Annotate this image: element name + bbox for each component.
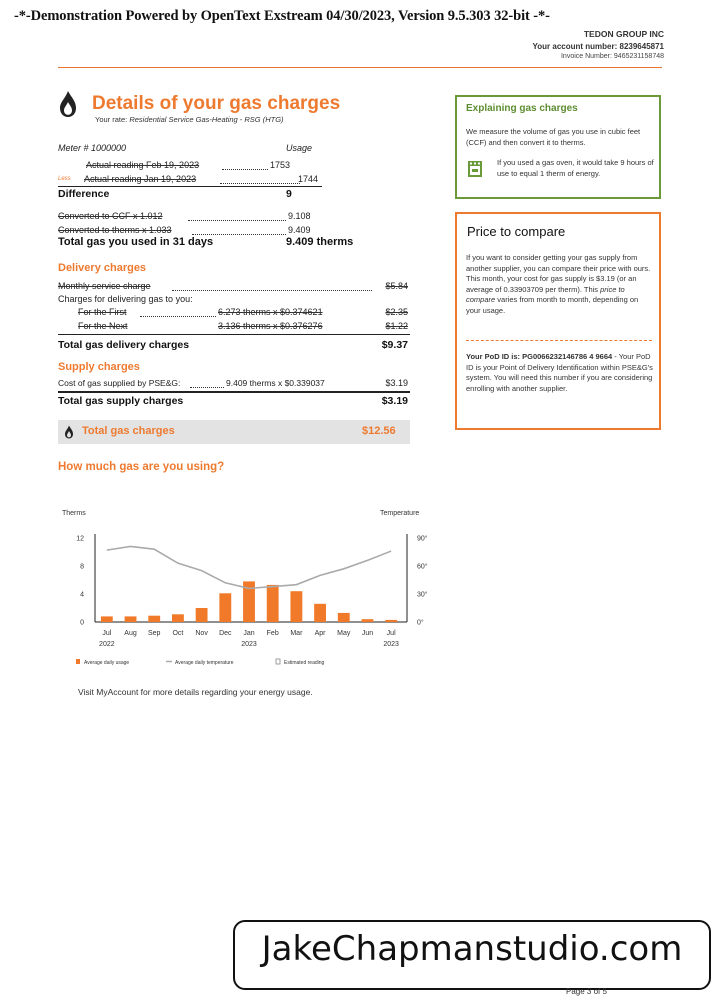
explaining-text: We measure the volume of gas you use in cubic feet (CCF) and then convert it to therms.: [466, 127, 641, 147]
supply-total-label: Total gas supply charges: [58, 395, 184, 407]
y-tick-label: 8: [80, 563, 84, 571]
y2-axis-label: Temperature: [380, 510, 420, 517]
header-divider: [58, 67, 662, 68]
bar-sep-2: [148, 616, 160, 622]
invoice-value: 9465231158748: [613, 53, 664, 60]
reading-2-label: Actual reading Jan 19, 2023: [84, 174, 197, 184]
monthly-service-value: $5.84: [385, 281, 408, 291]
first-tier-label: For the First: [78, 307, 127, 317]
bar-oct-3: [172, 614, 184, 622]
bar-jul-0: [101, 616, 113, 622]
page-number: Page 3 of 5: [566, 987, 607, 996]
leader-dots: [172, 290, 372, 291]
gas-flame-icon: [58, 90, 78, 118]
rate-label: Your rate:: [95, 115, 128, 124]
pod-label: Your PoD ID is: PG0066232146786 4 9664: [466, 352, 613, 361]
gas-flame-small-icon: [64, 425, 74, 439]
less-label: Less: [58, 176, 71, 182]
first-tier-value: $2.35: [385, 307, 408, 317]
bar-jun-11: [362, 619, 374, 622]
demo-banner: -*-Demonstration Powered by OpenText Exstream 04/30/2023, Version 9.5.303 32-bit -*-: [14, 8, 550, 24]
charges-for-label: Charges for delivering gas to you:: [58, 294, 193, 304]
supply-heading: Supply charges: [58, 361, 140, 373]
x-tick-label: May: [337, 630, 351, 637]
reading-1-value: 1753: [270, 160, 291, 170]
account-label: Your account number:: [532, 42, 618, 51]
x-tick-label: Apr: [314, 630, 326, 637]
y2-tick-label: 30°: [417, 591, 428, 599]
usage-header: Usage: [286, 143, 313, 153]
bar-apr-9: [314, 604, 326, 622]
bar-mar-8: [290, 591, 302, 622]
supply-cost-label: Cost of gas supplied by PSE&G:: [58, 378, 181, 388]
price-compare-box: [455, 212, 661, 430]
bar-feb-7: [267, 585, 279, 622]
next-tier-label: For the Next: [78, 321, 128, 331]
x-tick-label: Jun: [361, 630, 374, 637]
x-tick-label: Jan: [243, 630, 255, 637]
x-tick-label: Nov: [195, 630, 208, 637]
legend-estimated-label: Estimated reading: [284, 660, 325, 666]
x-tick-label: Oct: [172, 630, 184, 637]
subtotal-rule: [58, 186, 322, 187]
invoice-number: [561, 53, 664, 60]
pod-text: [466, 352, 654, 394]
dashed-divider: [466, 340, 652, 341]
monthly-service-label: Monthly service charge: [58, 281, 151, 291]
oven-icon: [467, 160, 483, 178]
difference-label: Difference: [58, 188, 110, 200]
supply-cost-value: $3.19: [385, 378, 408, 388]
bar-dec-5: [219, 593, 231, 622]
usage-question-heading: How much gas are you using?: [58, 461, 225, 473]
y2-tick-label: 60°: [417, 563, 428, 571]
delivery-total-label: Total gas delivery charges: [58, 339, 190, 351]
next-tier-value: $1.22: [385, 321, 408, 331]
usage-chart: [58, 500, 448, 675]
ccf-label: Converted to CCF x 1.012: [58, 211, 163, 221]
account-number: [533, 42, 664, 51]
total-used-number: 9.409: [286, 236, 314, 248]
difference-value: 9: [286, 188, 292, 200]
y2-tick-label: 0°: [417, 619, 424, 627]
reading-1-label: Actual reading Feb 19, 2023: [86, 160, 200, 170]
x-tick-label: Aug: [124, 630, 137, 637]
leader-dots: [188, 220, 286, 221]
total-charges-value: $12.56: [362, 425, 396, 437]
y2-tick-label: 90°: [417, 535, 428, 543]
price-compare-emph: price to compare: [466, 284, 625, 304]
supply-total-value: $3.19: [381, 395, 408, 407]
legend-temp-label: Average daily temperature: [175, 660, 234, 666]
delivery-total-value: $9.37: [381, 339, 408, 351]
price-compare-text-2: varies from month to month, depending on your usage.: [466, 295, 639, 315]
legend-usage-label: Average daily usage: [84, 660, 130, 666]
rate-value: Residential Service Gas-Heating - RSG (HTG): [129, 115, 284, 124]
leader-dots: [190, 387, 224, 388]
supply-cost-calc: 9.409 therms x $0.339037: [226, 378, 325, 388]
leader-dots: [192, 234, 286, 235]
total-used-unit: therms: [316, 236, 354, 248]
reading-2-value: 1744: [297, 174, 318, 184]
total-used-value: [286, 236, 353, 248]
bar-may-10: [338, 613, 350, 622]
y-tick-label: 12: [76, 535, 84, 543]
explaining-tip: If you used a gas oven, it would take 9 hours of use to equal 1 therm of energy.: [497, 158, 654, 178]
bar-jul-12: [385, 620, 397, 622]
company-name: TEDON GROUP INC: [583, 29, 664, 39]
price-compare-title: Price to compare: [467, 224, 566, 239]
supply-rule: [58, 391, 410, 393]
first-tier-calc: 6.273 therms x $0.374621: [218, 307, 323, 317]
next-tier-calc: 3.136 therms x $0.376276: [218, 321, 323, 331]
x-tick-label: Mar: [290, 630, 303, 637]
explaining-title: Explaining gas charges: [466, 103, 578, 114]
meter-label: Meter # 1000000: [58, 143, 127, 153]
leader-dots: [140, 316, 216, 317]
watermark-text: JakeChapmanstudio.com: [261, 929, 683, 969]
y-tick-label: 4: [80, 591, 84, 599]
price-compare-text-1: If you want to consider getting your gas supply from another supplier, you can compare their price with ours. This month, your cost for gas supply is $3.19 (or an average of 0.33903709 per therm). This: [466, 253, 651, 294]
leader-dots: [222, 169, 268, 170]
visit-myaccount-text: Visit MyAccount for more details regarding your energy usage.: [78, 687, 313, 697]
page-title: Details of your gas charges: [92, 93, 341, 114]
total-charges-label: Total gas charges: [82, 425, 175, 437]
year-label: 2023: [383, 641, 399, 648]
leader-dots: [220, 183, 300, 184]
y-tick-label: 0: [80, 619, 84, 627]
x-tick-label: Dec: [219, 630, 232, 637]
x-tick-label: Feb: [266, 630, 279, 637]
rate-line: [95, 115, 284, 124]
bar-aug-1: [125, 616, 137, 622]
year-label: 2022: [99, 641, 115, 648]
x-tick-label: Jul: [102, 630, 112, 637]
legend-usage-swatch: [76, 659, 80, 664]
ccf-value: 9.108: [288, 211, 311, 221]
delivery-heading: Delivery charges: [58, 262, 147, 274]
therms-value: 9.409: [288, 225, 311, 235]
price-compare-text: [466, 253, 654, 316]
y-axis-label: Therms: [62, 510, 86, 517]
delivery-rule: [58, 334, 410, 335]
therms-label: Converted to therms x 1.033: [58, 225, 172, 235]
x-tick-label: Sep: [147, 630, 161, 637]
pod-description: - Your PoD ID is your Point of Delivery Identification within PSE&G's system. You will need this number if you are considering enrolling with another supplier.: [466, 352, 653, 393]
invoice-label: Invoice Number:: [560, 53, 612, 60]
legend-estimated-swatch: [276, 659, 280, 664]
bar-nov-4: [196, 608, 208, 622]
x-tick-label: Jul: [386, 630, 396, 637]
account-value: 8239645871: [619, 42, 664, 51]
total-used-label: Total gas you used in 31 days: [58, 236, 214, 248]
year-label: 2023: [241, 641, 257, 648]
